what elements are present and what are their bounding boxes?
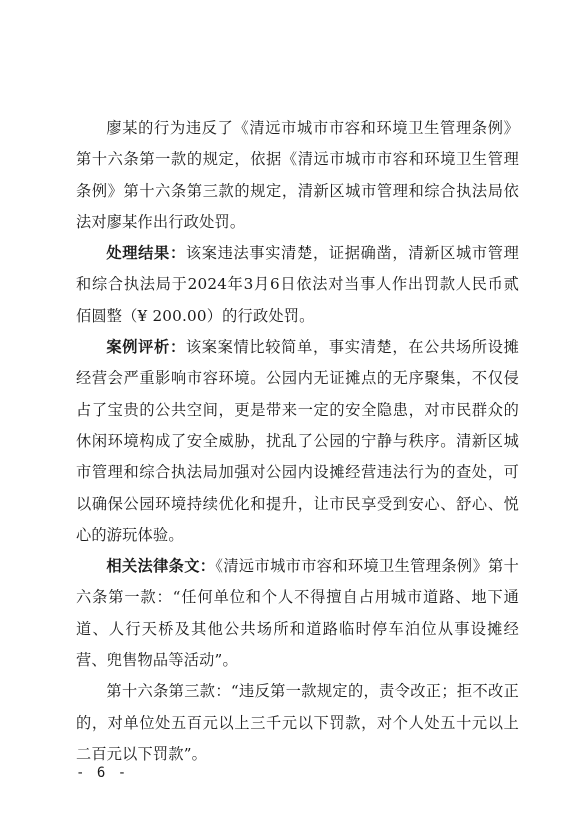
- law-label: 相关法律条文：: [106, 557, 216, 576]
- paragraph-law: [76, 551, 519, 676]
- paragraph-text: 该案案情比较简单，事实清楚，在公共场所设摊经营会严重影响市容环境。公园内无证摊点的无序聚集，不仅侵占了宝贵的公共空间，更是带来一定的安全隐患，对市民群众的休闲环境构成了安全威胁，扰乱了公园的宁静与秩序。清新区城市管理和综合执法局加强对公园内设摊经营违法行为的查处，可以确保公园环境持续优化和提升，让市民享受到安心、舒心、悦心的游玩体验。: [76, 338, 520, 544]
- result-label: 处理结果：: [106, 244, 186, 263]
- paragraph-text: 该案违法事实清楚，证据确凿，清新区城市管理和综合执法局于2024年3月6日依法对当事人作出罚款人民币贰佰圆整（¥ 200.00）的行政处罚。: [76, 244, 520, 325]
- document-body: [76, 113, 519, 770]
- paragraph-result: [76, 238, 519, 332]
- analysis-label: 案例评析：: [106, 338, 186, 357]
- paragraph-text: 第十六条第三款：“违反第一款规定的，责令改正；拒不改正的，对单位处五百元以上三千元以下罚款，对个人处五十元以上二百元以下罚款”。: [76, 682, 519, 763]
- paragraph-violation: [76, 113, 519, 238]
- paragraph-text: 《清远市城市市容和环境卫生管理条例》第十六条第一款：“任何单位和个人不得擅自占用城市道路、地下通道、人行天桥及其他公共场所和道路临时停车泊位从事设摊经营、兜售物品等活动”。: [76, 557, 520, 670]
- page-number: - 6 -: [76, 765, 129, 781]
- paragraph-text: 廖某的行为违反了《清远市城市市容和环境卫生管理条例》第十六条第一款的规定，依据《清远市城市市容和环境卫生管理条例》第十六条第三款的规定，清新区城市管理和综合执法局依法对廖某作出行政处罚。: [76, 119, 519, 231]
- paragraph-analysis: [76, 332, 519, 551]
- paragraph-clause-3: [76, 676, 519, 770]
